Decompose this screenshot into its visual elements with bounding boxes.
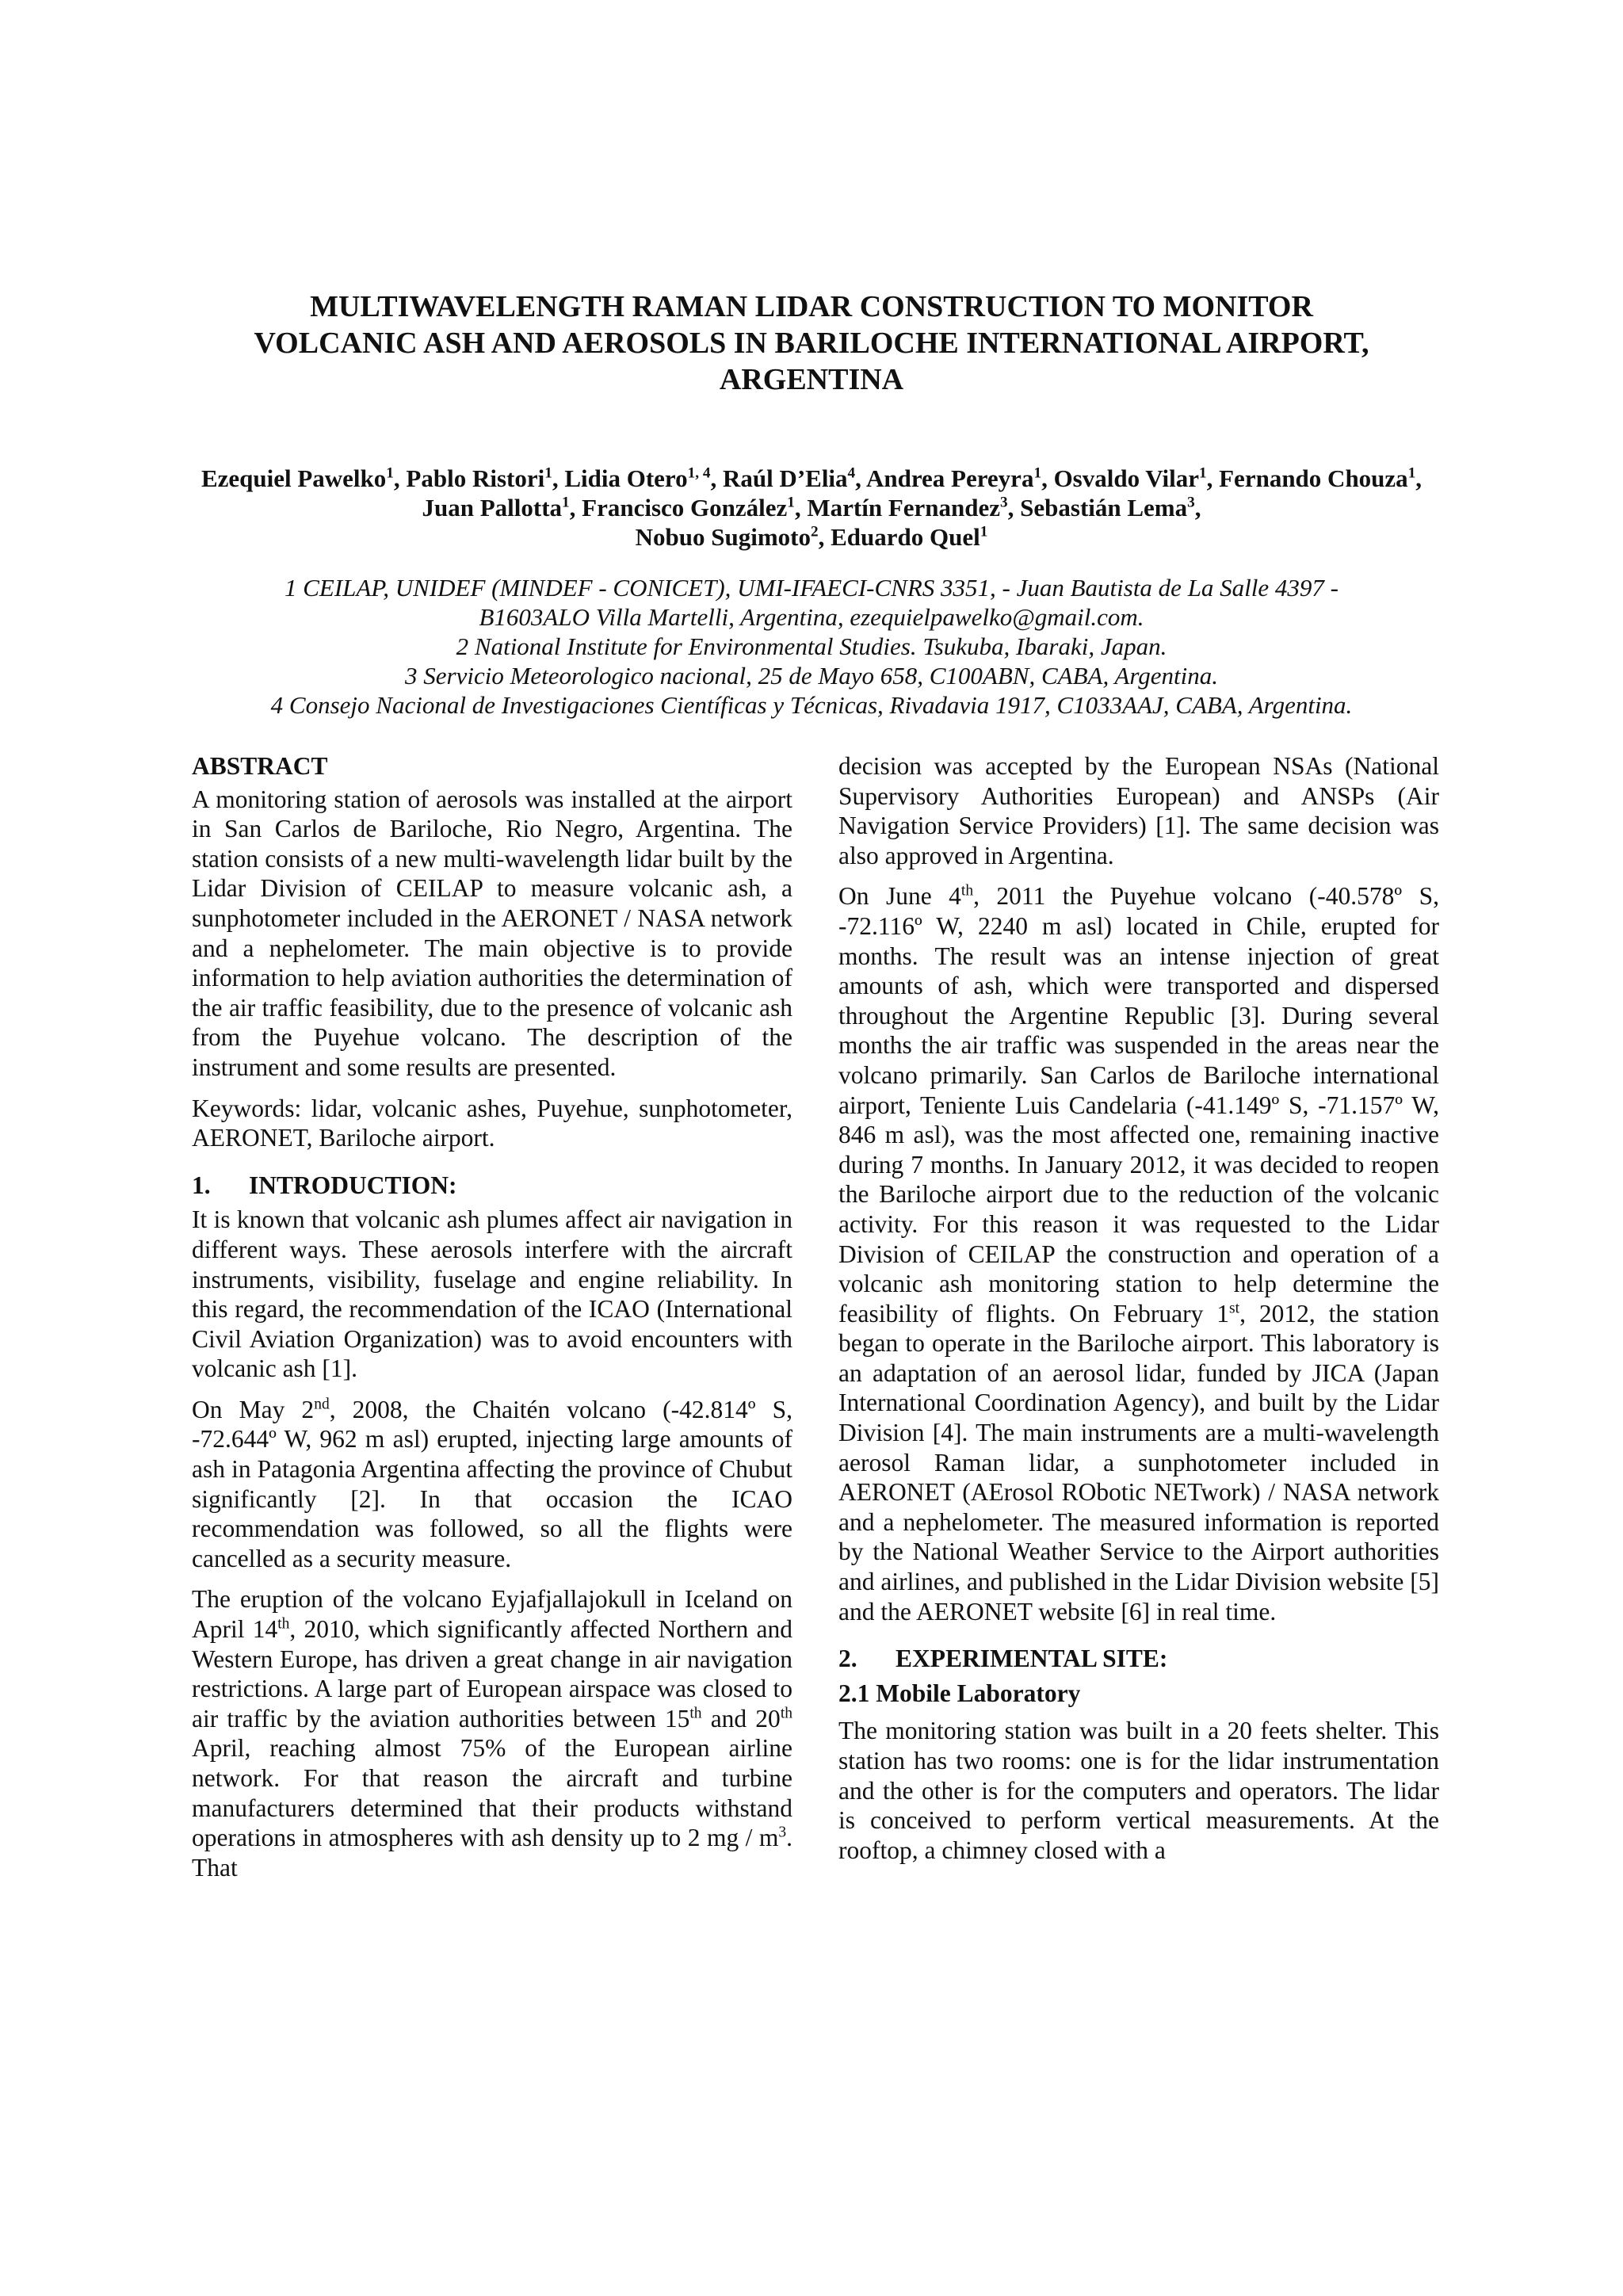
author-affiliation-mark: 2 bbox=[811, 523, 819, 541]
author-name: Ezequiel Pawelko bbox=[200, 464, 387, 492]
paper-title bbox=[143, 288, 1480, 398]
affiliation-2: 2 National Institute for Environmental Studies. Tsukuba, Ibaraki, Japan. bbox=[456, 632, 1167, 660]
author-name: Andrea Pereyra bbox=[865, 464, 1034, 492]
author-name: Eduardo Quel bbox=[831, 523, 980, 551]
affiliation-3: 3 Servicio Meteorologico nacional, 25 de Mayo 658, C100ABN, CABA, Argentina. bbox=[405, 662, 1218, 690]
left-column bbox=[192, 751, 792, 1893]
author-name: Osvaldo Vilar bbox=[1053, 464, 1200, 492]
title-line-3: ARGENTINA bbox=[719, 363, 904, 396]
right-column bbox=[838, 751, 1439, 1876]
affiliation-list bbox=[143, 573, 1480, 720]
author-affiliation-mark: 1 bbox=[980, 523, 988, 541]
section-1-heading bbox=[192, 1171, 792, 1201]
author-list: Ezequiel Pawelko$^1$, Pablo Ristori$^1$, Lidia Otero$^{1, 4}$, Raúl D’Elia$^4$, Andrea Pereyra$^1$, Osvaldo Vilar$^1$, Fernando Chouza$^1$, Juan Pallotta$^1$, Francisco González$^1$, Martín Fernandez$^3$, Sebastián Lema$^3$, Nobuo Sugimoto$^2$, Eduardo Quel$^1$ bbox=[200, 464, 1423, 551]
intro-paragraph-1: It is known that volcanic ash plumes affect air navigation in different ways. These aerosols interfere with the aircraft instruments, visibility, fuselage and engine reliability. In this regard, the recommendation of the ICAO (International Civil Aviation Organization) was to avoid encounters with volcanic ash [1]. bbox=[192, 1205, 792, 1383]
author-affiliation-mark: 3 bbox=[1000, 494, 1008, 511]
abstract-heading: ABSTRACT bbox=[192, 752, 328, 780]
author-affiliation-mark: 1 bbox=[1033, 464, 1042, 482]
section-2-heading bbox=[838, 1644, 1439, 1674]
author-affiliation-mark: 1 bbox=[544, 464, 552, 482]
section-1-title: INTRODUCTION: bbox=[249, 1171, 457, 1199]
author-affiliation-mark: 1 bbox=[386, 464, 394, 482]
section-2-number: 2. bbox=[838, 1645, 857, 1673]
abstract-text: A monitoring station of aerosols was installed at the airport in San Carlos de Bariloche, Rio Negro, Argentina. The station consists of a new multi-wavelength lidar built by the Lidar Division of CEILAP to measure volcanic ash, a sunphotometer included in the AERONET / NASA network and a nephelometer. The main objective is to provide information to help aviation authorities the determination of the air traffic feasibility, due to the presence of volcanic ash from the Puyehue volcano. The description of the instrument and some results are presented. bbox=[192, 785, 792, 1081]
intro-paragraph-5: On June 4th, 2011 the Puyehue volcano (-40.578º S, -72.116º W, 2240 m asl) located in Chile, erupted for months. The result was an intense injection of great amounts of ash, which were transported and dispersed throughout the Argentine Republic [3]. During several months the air traffic was suspended in the areas near the volcano primarily. San Carlos de Bariloche international airport, Teniente Luis Candelaria (-41.149º S, -71.157º W, 846 m asl), was the most affected one, remaining inactive during 7 months. In January 2012, it was decided to reopen the Bariloche airport due to the reduction of the volcanic activity. For this reason it was requested to the Lidar Division of CEILAP the construction and operation of a volcanic ash monitoring station to help determine the feasibility of flights. On February 1st, 2012, the station began to operate in the Bariloche airport. This laboratory is an adaptation of an aerosol lidar, funded by JICA (Japan International Coordination Agency), and built by the Lidar Division [4]. The main instruments are a multi-wavelength aerosol Raman lidar, a sunphotometer included in AERONET (AErosol RObotic NETwork) / NASA network and a nephelometer. The measured information is reported by the National Weather Service to the Airport authorities and airlines, and published in the Lidar Division website [5] and the AERONET website [6] in real time. bbox=[838, 882, 1440, 1626]
author-affiliation-mark: 1, 4 bbox=[687, 464, 711, 482]
keywords: Keywords: lidar, volcanic ashes, Puyehue, sunphotometer, AERONET, Bariloche airport. bbox=[192, 1094, 792, 1152]
title-line-2: VOLCANIC ASH AND AEROSOLS IN BARILOCHE INTERNATIONAL AIRPORT, bbox=[254, 327, 1369, 360]
author-affiliation-mark: 1 bbox=[1199, 464, 1207, 482]
intro-paragraph-3: The eruption of the volcano Eyjafjallajokull in Iceland on April 14th, 2010, which significantly affected Northern and Western Europe, has driven a great change in air navigation restrictions. A large part of European airspace was closed to air traffic by the aviation authorities between 15th and 20th April, reaching almost 75% of the European airline network. For that reason the aircraft and turbine manufacturers determined that their products withstand operations in atmospheres with ash density up to 2 mg / $m^3$. That bbox=[192, 1585, 792, 1881]
author-name: Francisco González bbox=[582, 494, 788, 521]
author-affiliation-mark: 1 bbox=[1407, 464, 1416, 482]
author-affiliation-mark: 3 bbox=[1187, 494, 1195, 511]
author-name: Sebastián Lema bbox=[1020, 494, 1188, 521]
author-name: Nobuo Sugimoto bbox=[635, 523, 811, 551]
subsection-2-1-heading: 2.1 Mobile Laboratory bbox=[838, 1679, 1081, 1707]
affiliation-1a: 1 CEILAP, UNIDEF (MINDEF - CONICET), UMI-IFAECI-CNRS 3351, - Juan Bautista de La Salle 4397 - bbox=[284, 574, 1338, 602]
affiliation-1b: B1603ALO Villa Martelli, Argentina, ezequielpawelko@gmail.com. bbox=[479, 603, 1144, 631]
author-name: Lidia Otero bbox=[564, 464, 688, 492]
author-name: Martín Fernandez bbox=[807, 494, 1001, 521]
intro-paragraph-2: On May 2nd, 2008, the Chaitén volcano (-42.814º S, -72.644º W, 962 m asl) erupted, injecting large amounts of ash in Patagonia Argentina affecting the province of Chubut significantly [2]. In that occasion the ICAO recommendation was followed, so all the flights were cancelled as a security measure. bbox=[192, 1395, 792, 1572]
author-affiliation-mark: 1 bbox=[562, 494, 570, 511]
affiliation-4: 4 Consejo Nacional de Investigaciones Científicas y Técnicas, Rivadavia 1917, C1033AAJ, CABA, Argentina. bbox=[270, 691, 1353, 719]
author-name: Raúl D’Elia bbox=[722, 464, 848, 492]
title-line-1: MULTIWAVELENGTH RAMAN LIDAR CONSTRUCTION TO MONITOR bbox=[310, 290, 1313, 323]
author-affiliation-mark: 1 bbox=[787, 494, 795, 511]
author-name: Fernando Chouza bbox=[1219, 464, 1408, 492]
author-name: Pablo Ristori bbox=[406, 464, 545, 492]
site-paragraph-1: The monitoring station was built in a 20 feets shelter. This station has two rooms: one is for the lidar instrumentation and the other is for the computers and operators. The lidar is conceived to perform vertical measurements. At the rooftop, a chimney closed with a bbox=[838, 1717, 1439, 1864]
intro-paragraph-4: decision was accepted by the European NSAs (National Supervisory Authorities European) and ANSPs (Air Navigation Service Providers) [1]. The same decision was also approved in Argentina. bbox=[838, 752, 1439, 869]
author-affiliation-mark: 4 bbox=[847, 464, 856, 482]
section-2-title: EXPERIMENTAL SITE: bbox=[896, 1645, 1168, 1673]
author-name: Juan Pallotta bbox=[422, 494, 563, 521]
section-1-number: 1. bbox=[192, 1171, 211, 1199]
